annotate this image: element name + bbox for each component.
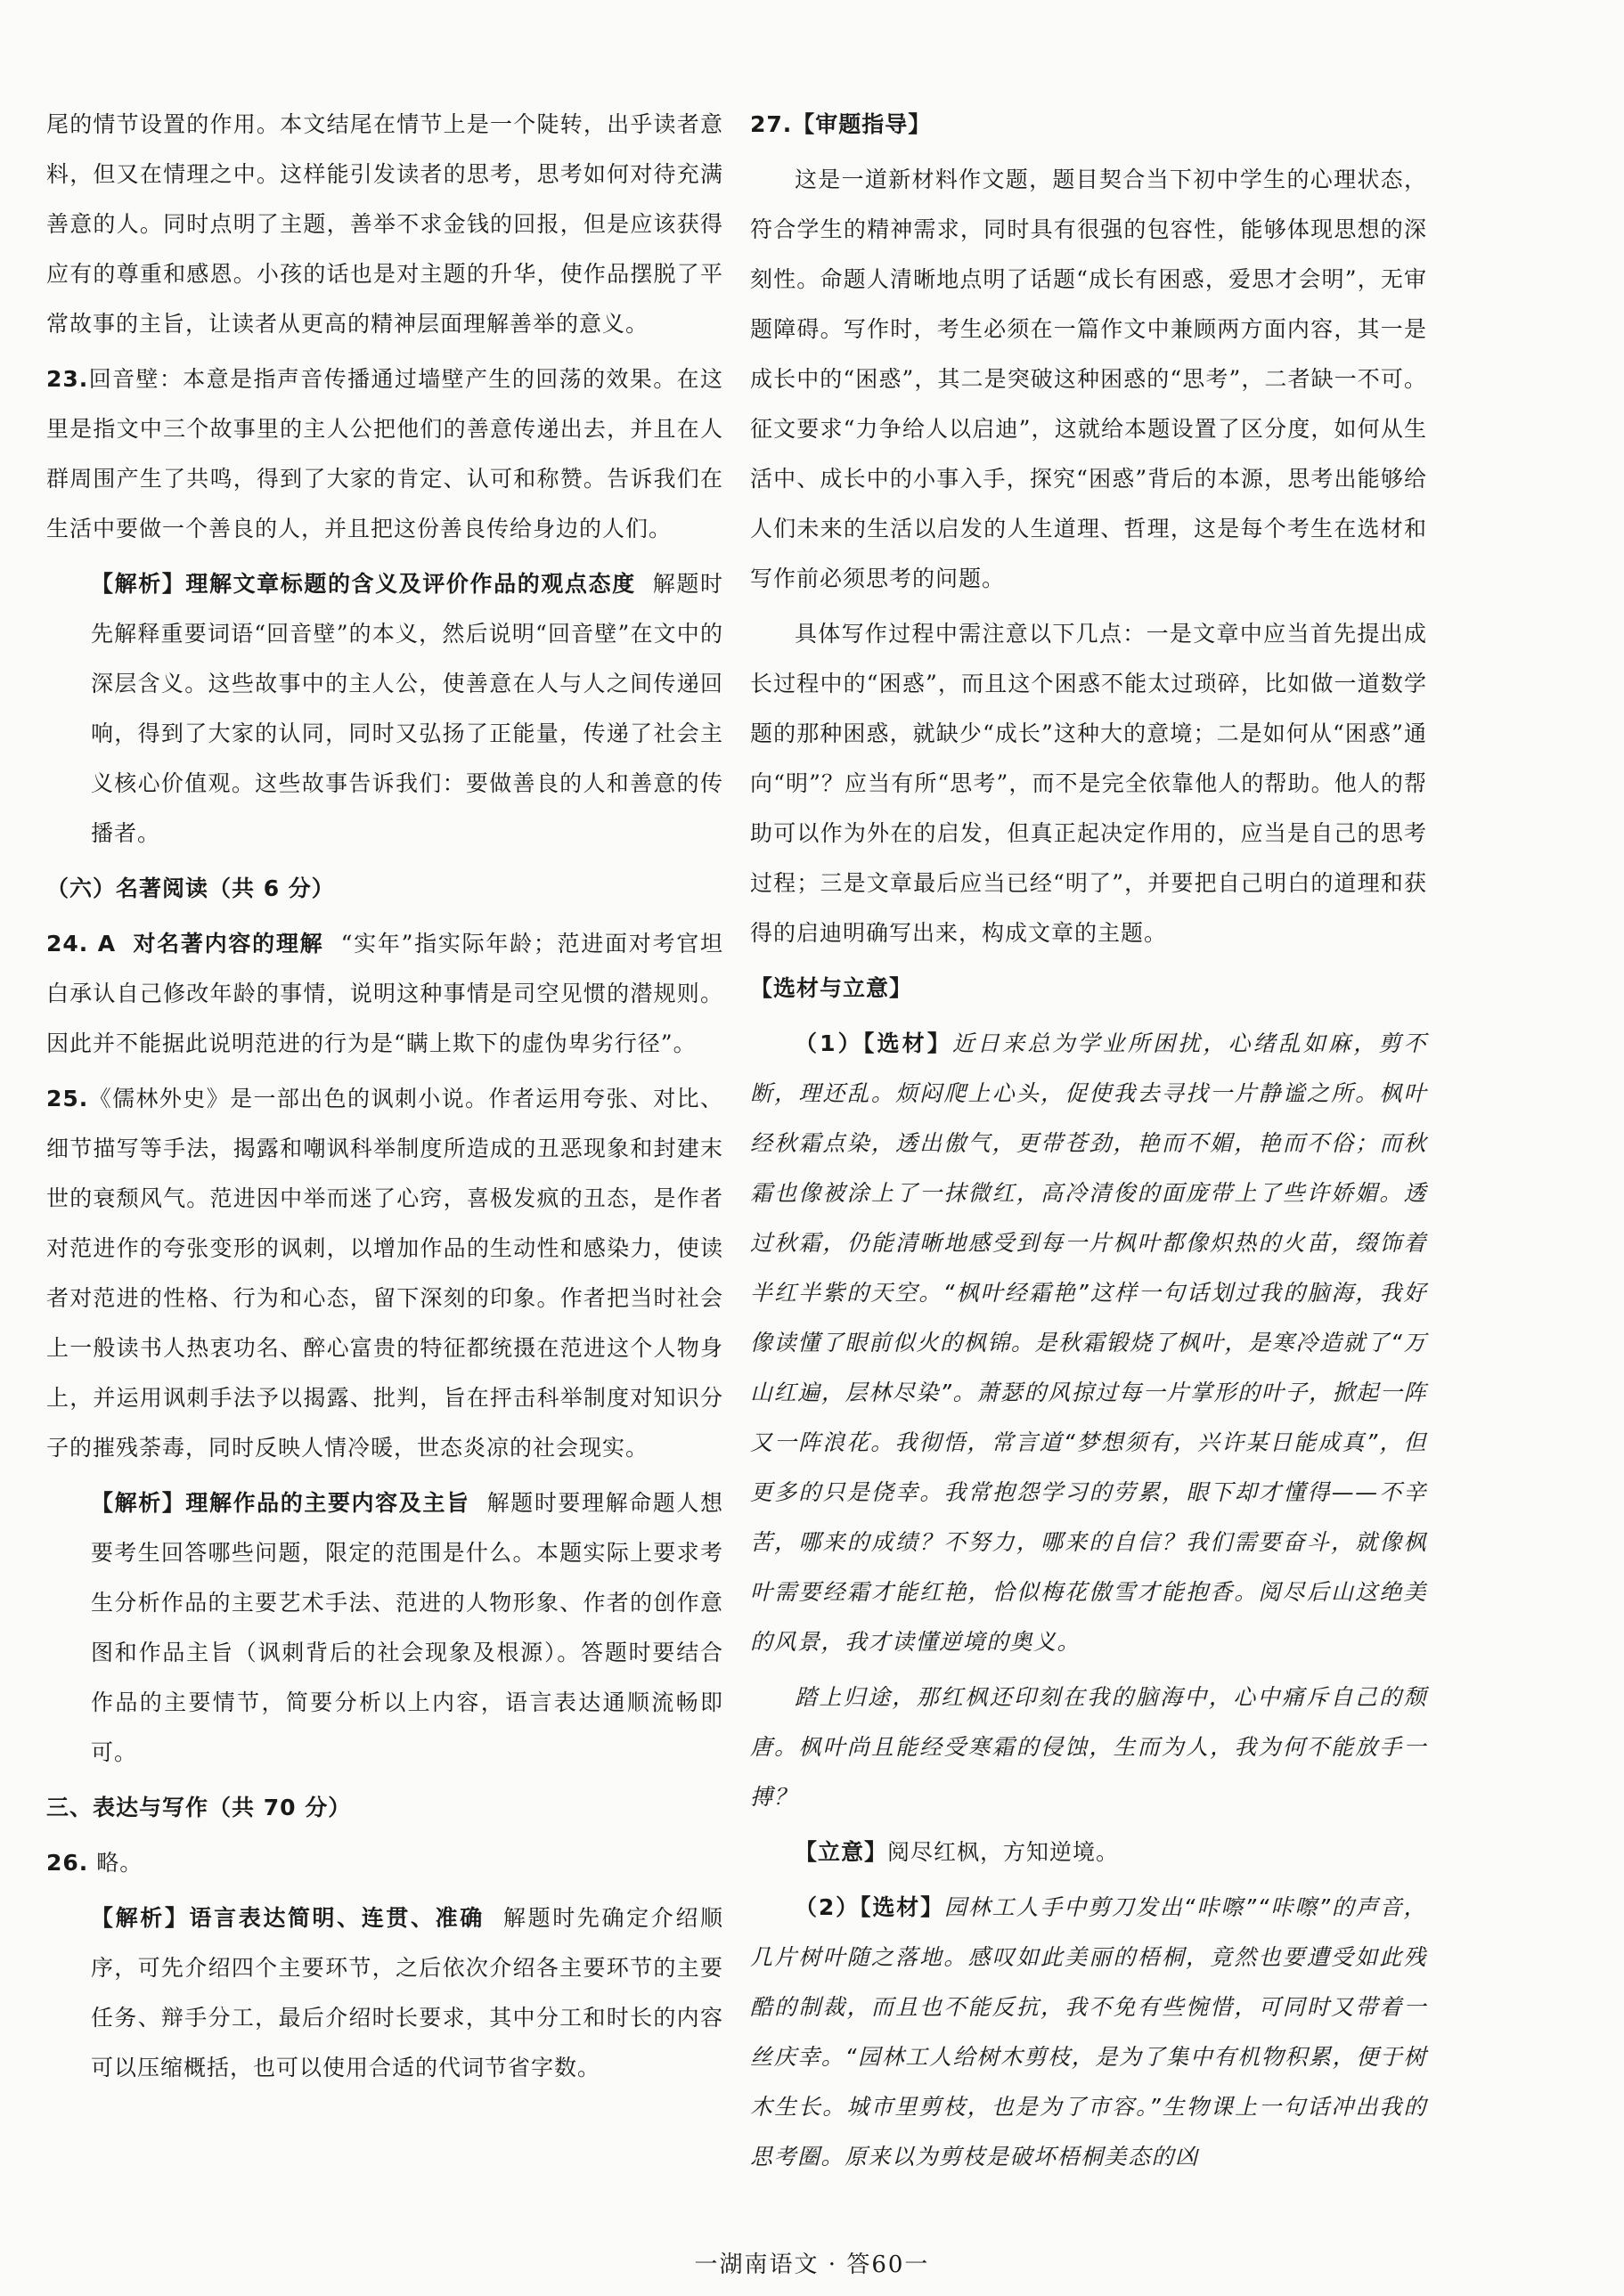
material-2-label: （2）【选材】	[795, 1894, 944, 1920]
q27-guidance-paragraph-1: 这是一道新材料作文题，题目契合当下初中学生的心理状态，符合学生的精神需求，同时具有很强的包容性，能够体现思想的深刻性。命题人清晰地点明了话题“成长有困惑，爱思才会明”，无审题障碍。写作时，考生必须在一篇作文中兼顾两方面内容，其一是成长中的“困惑”，其二是突破这种困惑的“思考”，二者缺一不可。征文要求“力争给人以启迪”，这就给本题设置了区分度，如何从生活中、成长中的小事入手，探究“困惑”背后的本源，思考出能够给人们未来的生活以启发的人生道理、哲理，这是每个考生在选材和写作前必须思考的问题。	[750, 167, 1427, 591]
material-2-text: 园林工人手中剪刀发出“咔嚓”“咔嚓”的声音，几片树叶随之落地。感叹如此美丽的梧桐，竟然也要遭受如此残酷的制裁，而且也不能反抗，我不免有些惋惜，可同时又带着一丝庆幸。“园林工人给树木剪枝，是为了集中有机物积累，便于树木生长。城市里剪枝，也是为了市容。”生物课上一句话冲出我的思考圈。原来以为剪枝是破坏梧桐美态的凶	[750, 1894, 1427, 2170]
material-1	[750, 1019, 1427, 1667]
left-column	[46, 100, 723, 2098]
q23-analysis-label: 【解析】理解文章标题的含义及评价作品的观点态度	[91, 571, 636, 597]
right-column	[750, 100, 1427, 2187]
q25-analysis	[46, 1478, 723, 1778]
q26-analysis-text: 解题时先确定介绍顺序，可先介绍四个主要环节，之后依次介绍各主要环节的主要任务、辩手分工，最后介绍时长要求，其中分工和时长的内容可以压缩概括，也可以使用合适的代词节省字数。	[91, 1905, 723, 2080]
q26-body: 略。	[96, 1850, 143, 1876]
q25-answer	[46, 1074, 723, 1473]
intro-paragraph: 尾的情节设置的作用。本文结尾在情节上是一个陡转，出乎读者意料，但又在情理之中。这样能引发读者的思考，思考如何对待充满善意的人。同时点明了主题，善举不求金钱的回报，但是应该获得应有的尊重和感恩。小孩的话也是对主题的升华，使作品摆脱了平常故事的主旨，让读者从更高的精神层面理解善举的意义。	[46, 111, 723, 337]
q26-analysis-label: 【解析】语言表达简明、连贯、准确	[91, 1905, 485, 1931]
q23-analysis	[46, 559, 723, 859]
q25-analysis-text: 解题时要理解命题人想要考生回答哪些问题，限定的范围是什么。本题实际上要求考生分析作品的主要艺术手法、范进的人物形象、作者的创作意图和作品主旨（讽刺背后的社会现象及根源）。答题时要结合作品的主要情节，简要分析以上内容，语言表达通顺流畅即可。	[91, 1490, 723, 1765]
q24-number: 24. A	[46, 931, 117, 957]
section-six-heading: （六）名著阅读（共 6 分）	[46, 875, 335, 901]
q23-body: 回音壁：本意是指声音传播通过墙壁产生的回荡的效果。在这里是指文中三个故事里的主人公把他们的善意传递出去，并且在人群周围产生了共鸣，得到了大家的肯定、认可和称赞。告诉我们在生活中要做一个善良的人，并且把这份善良传给身边的人们。	[46, 366, 723, 541]
material-1-continued: 踏上归途，那红枫还印刻在我的脑海中，心中痛斥自己的颓唐。枫叶尚且能经受寒霜的侵蚀，生而为人，我为何不能放手一搏？	[750, 1684, 1427, 1810]
intent-1	[750, 1828, 1427, 1877]
q26-answer	[46, 1838, 723, 1888]
page-footer: 一湖南语文 · 答60一	[694, 2251, 930, 2278]
q25-body: 《儒林外史》是一部出色的讽刺小说。作者运用夸张、对比、细节描写等手法，揭露和嘲讽科举制度所造成的丑恶现象和封建末世的衰颓风气。范进因中举而迷了心窍，喜极发疯的丑态，是作者对范进作的夸张变形的讽刺，以增加作品的生动性和感染力，使读者对范进的性格、行为和心态，留下深刻的印象。作者把当时社会上一般读书人热衷功名、醉心富贵的特征都统摄在范进这个人物身上，并运用讽刺手法予以揭露、批判，旨在抨击科举制度对知识分子的摧残荼毒，同时反映人情冷暖，世态炎凉的社会现实。	[46, 1086, 723, 1461]
intent-1-text: 阅尽红枫，方知逆境。	[887, 1839, 1120, 1865]
q27-title: 【审题指导】	[792, 111, 932, 137]
q24-label: 对名著内容的理解	[133, 931, 324, 957]
q27-heading	[750, 100, 1427, 150]
material-1-label: （1）【选材】	[795, 1030, 952, 1056]
intent-1-label: 【立意】	[795, 1839, 888, 1865]
q27-number: 27.	[750, 111, 793, 137]
q24-answer	[46, 919, 723, 1069]
q23-answer	[46, 354, 723, 554]
q23-analysis-text: 解题时先解释重要词语“回音壁”的本义，然后说明“回音壁”在文中的深层含义。这些故事中的主人公，使善意在人与人之间传递回响，得到了大家的认同，同时又弘扬了正能量，传递了社会主义核心价值观。这些故事告诉我们：要做善良的人和善意的传播者。	[91, 571, 723, 846]
material-2	[750, 1883, 1427, 2182]
q26-number: 26.	[46, 1850, 89, 1876]
material-1-text: 近日来总为学业所困扰，心绪乱如麻，剪不断，理还乱。烦闷爬上心头，促使我去寻找一片静谧之所。枫叶经秋霜点染，透出傲气，更带苍劲，艳而不媚，艳而不俗；而秋霜也像被涂上了一抹微红，高冷清俊的面庞带上了些许娇媚。透过秋霜，仍能清晰地感受到每一片枫叶都像炽热的火苗，缀饰着半红半紫的天空。“枫叶经霜艳”这样一句话划过我的脑海，我好像读懂了眼前似火的枫锦。是秋霜锻烧了枫叶，是寒冷造就了“万山红遍，层林尽染”。萧瑟的风掠过每一片掌形的叶子，掀起一阵又一阵浪花。我彻悟，常言道“梦想须有，兴许某日能成真”，但更多的只是侥幸。我常抱怨学习的劳累，眼下却才懂得——不辛苦，哪来的成绩？不努力，哪来的自信？我们需要奋斗，就像枫叶需要经霜才能红艳，恰似梅花傲雪才能抱香。阅尽后山这绝美的风景，我才读懂逆境的奥义。	[750, 1030, 1427, 1655]
q24-body: “实年”指实际年龄；范进面对考官坦白承认自己修改年龄的事情，说明这种事情是司空见惯的潜规则。因此并不能据此说明范进的行为是“瞒上欺下的虚伪卑劣行径”。	[46, 931, 723, 1056]
material-intent-heading: 【选材与立意】	[750, 975, 913, 1001]
section-three-heading: 三、表达与写作（共 70 分）	[46, 1795, 352, 1820]
q25-number: 25.	[46, 1086, 89, 1111]
q27-guidance-paragraph-2: 具体写作过程中需注意以下几点：一是文章中应当首先提出成长过程中的“困惑”，而且这个困惑不能太过琐碎，比如做一道数学题的那种困惑，就缺少“成长”这种大的意境；二是如何从“困惑”通向“明”？应当有所“思考”，而不是完全依靠他人的帮助。他人的帮助可以作为外在的启发，但真正起决定作用的，应当是自己的思考过程；三是文章最后应当已经“明了”，并要把自己明白的道理和获得的启迪明确写出来，构成文章的主题。	[750, 621, 1427, 946]
q26-analysis	[46, 1893, 723, 2093]
q23-number: 23.	[46, 366, 89, 392]
q25-analysis-label: 【解析】理解作品的主要内容及主旨	[91, 1490, 470, 1516]
